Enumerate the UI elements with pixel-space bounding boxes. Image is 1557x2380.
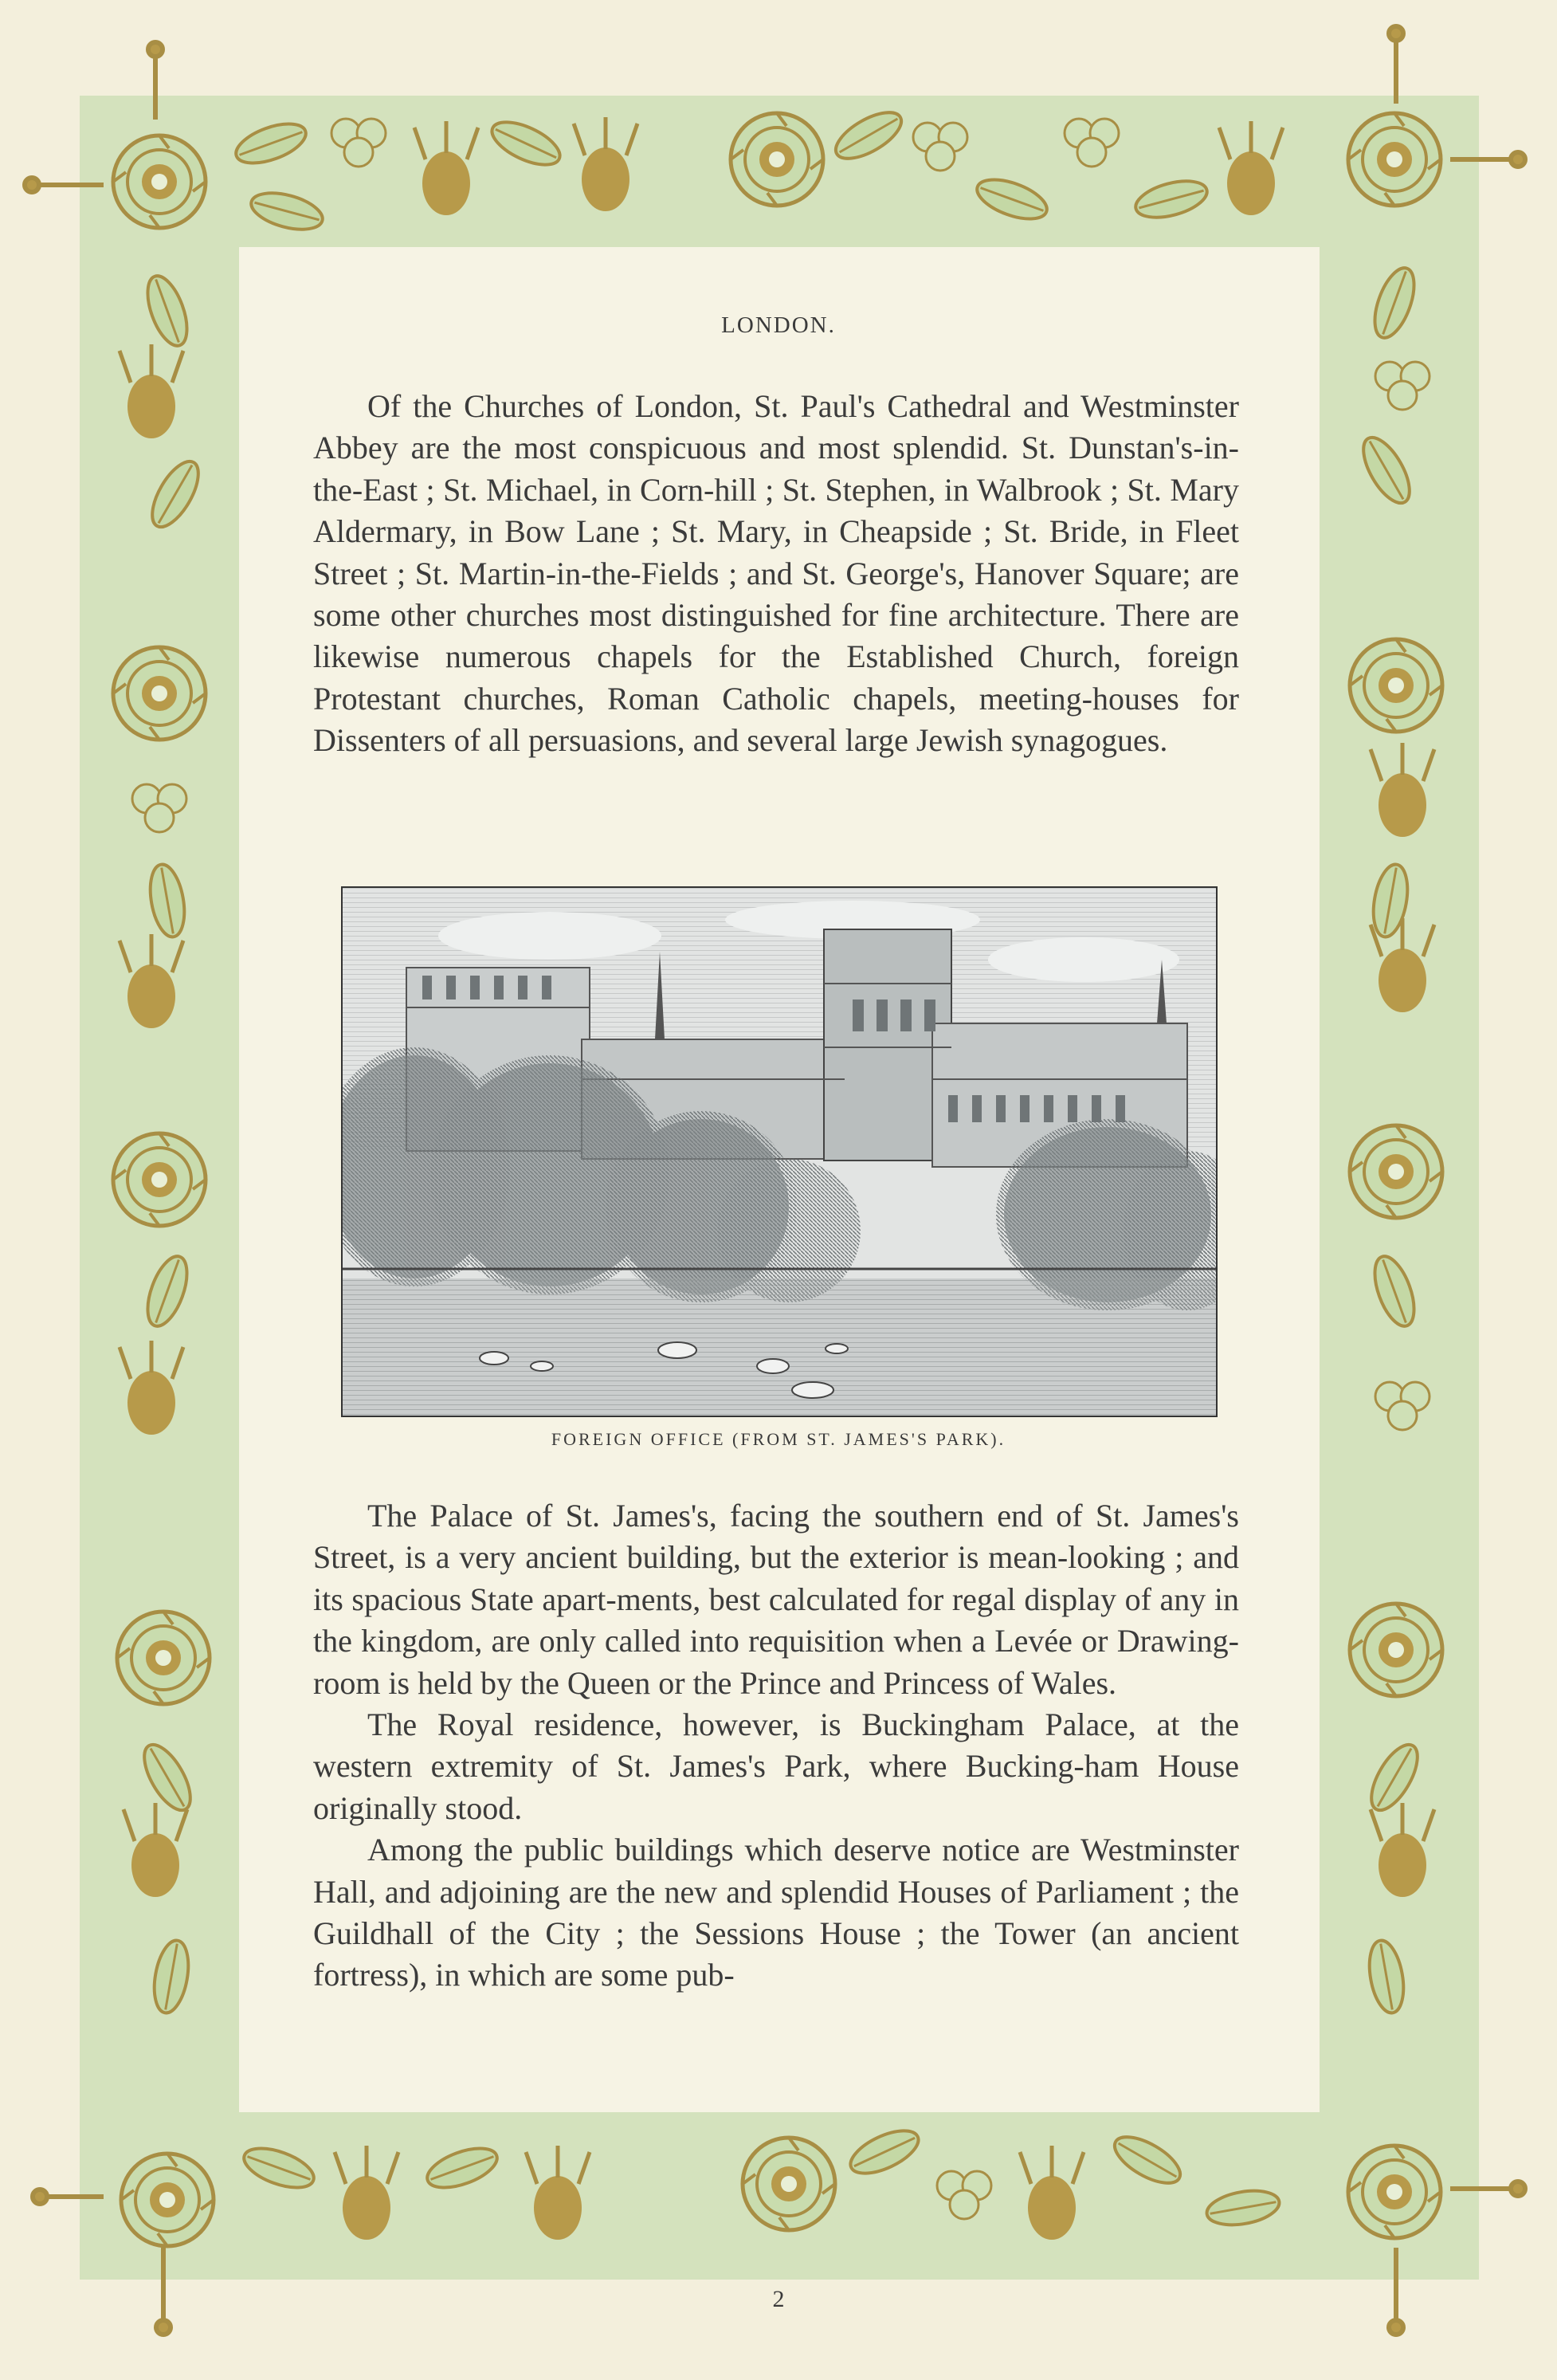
page-number: 2 — [772, 2286, 785, 2312]
body-column-top — [313, 386, 1239, 762]
paragraph: Of the Churches of London, St. Paul's Cathedral and Westminster Abbey are the most conspicuous and most splendid. St. Dunstan's-in-the-East ; St. Michael, in Corn-hill ; St. Stephen, in Walbrook ; St. Mary Aldermary, in Bow Lane ; St. Mary, in Cheapside ; St. Bride, in Fleet Street ; St. Martin-in-the-Fields ; and St. George's, Hanover Square; are some other churches most distinguished for fine architecture. There are likewise numerous chapels for the Established Church, foreign Protestant churches, Roman Catholic chapels, meeting-houses for Dissenters of all persuasions, and several large Jewish synagogues. — [313, 388, 1239, 759]
illustration-caption: FOREIGN OFFICE (FROM ST. JAMES'S PARK). — [551, 1429, 1006, 1449]
paragraph: The Palace of St. James's, facing the southern end of St. James's Street, is a very ancient building, but the exterior is mean-looking ; and its spacious State apart-ments, best calculated for regal display of any in the kingdom, are only called into requisition when a Levée or Drawing-room is held by the Queen or the Prince and Princess of Wales. — [313, 1498, 1239, 1701]
paragraph: Among the public buildings which deserve notice are Westminster Hall, and adjoining are the new and splendid Houses of Parliament ; the Guildhall of the City ; the Sessions House ; the Tower (an ancient fortress), in which are some pub- — [313, 1832, 1239, 1993]
running-head: LONDON. — [721, 312, 836, 338]
engraving-image — [343, 888, 1216, 1416]
body-column-bottom — [313, 1495, 1239, 1997]
foreign-office-engraving — [341, 886, 1218, 1417]
paragraph: The Royal residence, however, is Buckingham Palace, at the western extremity of St. James's Park, where Bucking-ham House originally stood. — [313, 1706, 1239, 1826]
